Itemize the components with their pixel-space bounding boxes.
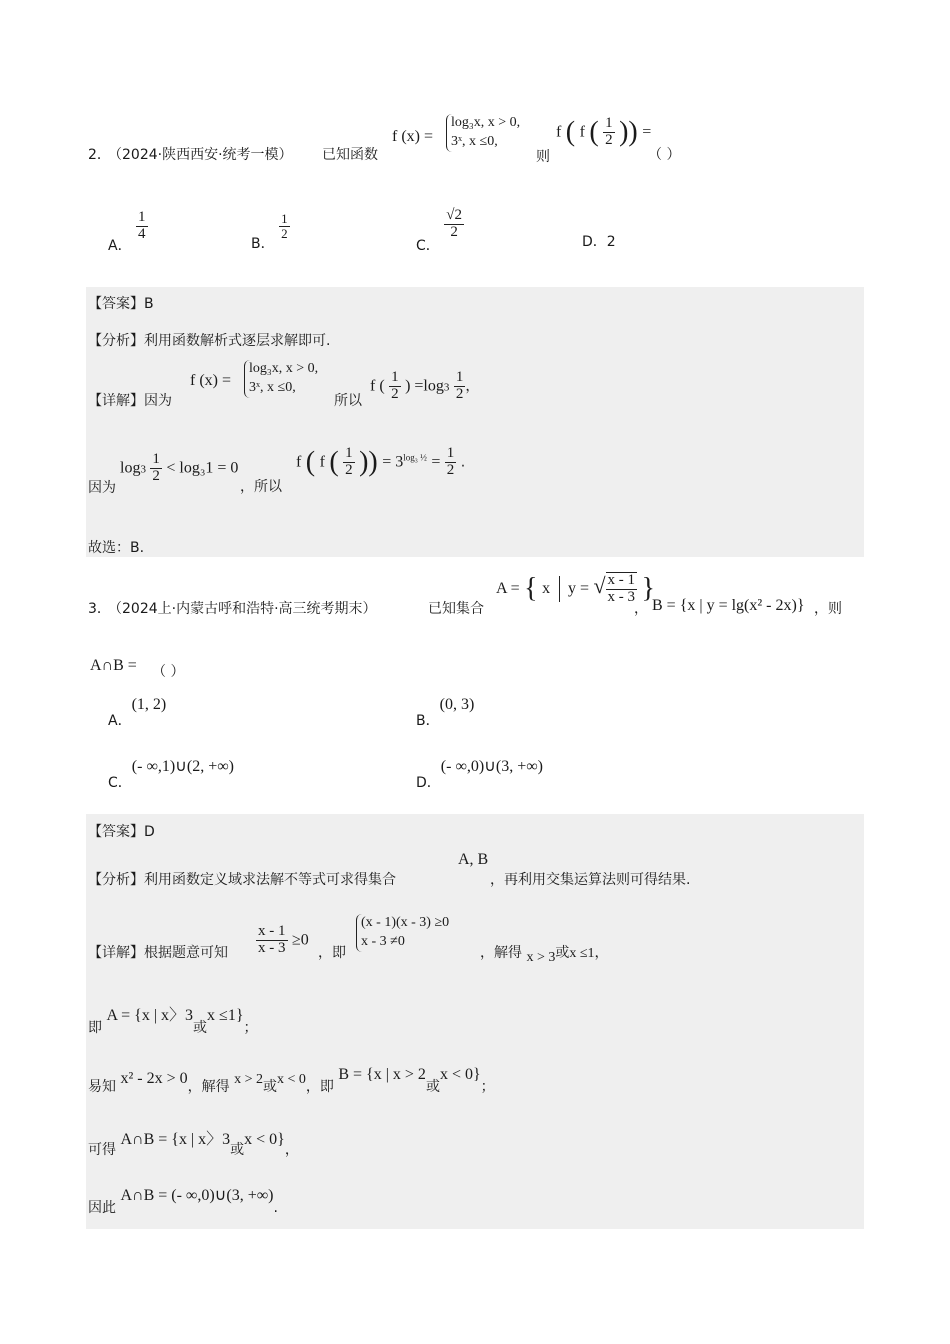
q2-detail-func-lhs: f (x) = [190, 372, 232, 389]
q3-option-a[interactable] [108, 694, 167, 729]
q3-detail-ineq: $\frac{x - 1}{x - 3}$ ≥0 [258, 923, 309, 956]
q3-number: 3． [88, 601, 111, 617]
option-label: B． [251, 236, 275, 253]
q2-option-d[interactable] [582, 231, 616, 251]
q2-stem-text: 已知函数 [322, 147, 378, 163]
q2-detail-so: 所以 [334, 393, 362, 409]
q3-analysis-line: 【分析】利用函数定义域求法解不等式可求得集合 [88, 872, 396, 888]
option-label: C． [108, 775, 132, 791]
q3-intersection: A∩B = [90, 657, 137, 674]
q2-case-1: log₃x, x > 0, [451, 115, 521, 130]
q2-blank: （ ） [648, 147, 681, 163]
q2-then: 则 [536, 149, 550, 165]
option-value: (0, 3) [439, 696, 475, 713]
q3-option-b[interactable] [416, 694, 475, 729]
option-value: (- ∞,1)∪(2, +∞) [131, 758, 234, 775]
q3-comma: ， [634, 601, 648, 617]
q3-answer-line [88, 821, 155, 841]
q2-detail-result: f ( f ( $\frac{1}{2}$ )) = $3^{log_3 \frac{1}{2}}$ = $\frac{1}{2}$ . [296, 445, 466, 478]
q3-detail-line-3: 易知 x² - 2x > 0，解得 x > 2或x < 0，即 B = {x | x > 2或x < 0}； [88, 1066, 495, 1095]
q2-case-2: 3ˣ, x ≤0, [451, 133, 498, 149]
q3-stem-text: 已知集合 [428, 601, 484, 617]
q2-source: （2024·陕西西安·统考一模） [108, 147, 293, 163]
option-label: B． [416, 713, 440, 729]
detail-tag: 【详解】 [88, 393, 144, 409]
q3-analysis-sets: A, B [458, 851, 489, 868]
answer-tag: 【答案】 [88, 824, 144, 840]
q2-detail-so-2: ，所以 [240, 479, 282, 495]
q3-detail-solve: ，解得 x > 3或x ≤1， [480, 945, 609, 965]
analysis-tag: 【分析】 [88, 872, 144, 888]
q3-set-a: A = { x y = √ $\frac{x - 1}{x - 3}$ } [496, 572, 655, 605]
option-value: (1, 2) [131, 696, 167, 713]
q2-analysis-line [88, 330, 330, 350]
answer-tag: 【答案】 [88, 296, 144, 312]
q3-detail-line-5: 因此 A∩B = (- ∞,0)∪(3, +∞). [88, 1187, 278, 1216]
q3-then: ，则 [814, 601, 842, 617]
option-value: 2 [606, 234, 616, 250]
analysis-text: 利用函数解析式逐层求解即可. [144, 333, 331, 349]
q3-detail-system: (x - 1)(x - 3) ≥0 x - 3 ≠0 [356, 914, 449, 952]
q2-option-c[interactable] [416, 204, 464, 255]
q2-piecewise [446, 114, 520, 152]
q2-query-f: f [556, 123, 562, 141]
q2-detail-compare: log3 $\frac{1}{2}$ < log₃1 = 0 [120, 451, 239, 484]
answer-value: D [144, 824, 155, 840]
option-label: A． [108, 713, 132, 729]
analysis-tag: 【分析】 [88, 333, 144, 349]
q3-source: （2024上·内蒙古呼和浩特·高三统考期末） [108, 601, 377, 617]
q2-option-b[interactable] [251, 211, 290, 253]
q2-answer-line [88, 293, 154, 313]
q2-solution-panel [86, 287, 864, 557]
q2-detail-piecewise: log₃x, x > 0, 3ˣ, x ≤0, [244, 360, 318, 398]
q2-detail-line-2: 因为 [88, 480, 116, 496]
q3-detail-ji: ，即 [318, 945, 346, 961]
q3-detail-line-2: 即 A = {x | x〉3或x ≤1}； [88, 1007, 258, 1036]
q2-conclusion: 故选：B. [88, 540, 145, 556]
q3-detail-line-4: 可得 A∩B = {x | x〉3或x < 0}， [88, 1131, 299, 1158]
q2-number: 2． [88, 147, 111, 163]
q3-option-c[interactable] [108, 756, 234, 791]
q2-equals: = [642, 123, 652, 141]
q2-query-half: $\frac{1}{2}$ [605, 115, 613, 148]
q3-analysis-post: ，再利用交集运算法则可得结果. [490, 872, 691, 888]
option-label: D． [582, 234, 607, 250]
answer-value: B [144, 296, 154, 312]
detail-tag: 【详解】 [88, 945, 144, 961]
q2-query-expr: f ( f ( $\frac{1}{2}$ )) = [556, 115, 652, 148]
option-label: D． [416, 775, 441, 791]
q2-query-f-inner: f [579, 123, 585, 141]
q3-set-b: B = {x | y = lg(x² - 2x)} [652, 597, 805, 614]
option-value: (- ∞,0)∪(3, +∞) [440, 758, 543, 775]
option-fraction: $\frac{1}{4}$ [138, 209, 146, 242]
option-fraction: $\frac{1}{2}$ [281, 211, 288, 241]
q3-detail-line-1: 【详解】根据题意可知 [88, 945, 228, 961]
q3-option-d[interactable] [416, 756, 543, 791]
q2-detail-line-1: 【详解】因为 [88, 393, 172, 409]
q2-option-a[interactable] [108, 206, 148, 255]
q3-blank: （ ） [152, 664, 185, 680]
q2-detail-f-half: f ( $\frac{1}{2}$ ) =log3 $\frac{1}{2}$ ， [370, 369, 480, 402]
q2-function-lhs: f (x) = [392, 128, 434, 145]
option-label: C． [416, 238, 440, 255]
option-fraction: $\frac{√2}{2}$ [446, 207, 462, 240]
option-label: A． [108, 238, 132, 255]
